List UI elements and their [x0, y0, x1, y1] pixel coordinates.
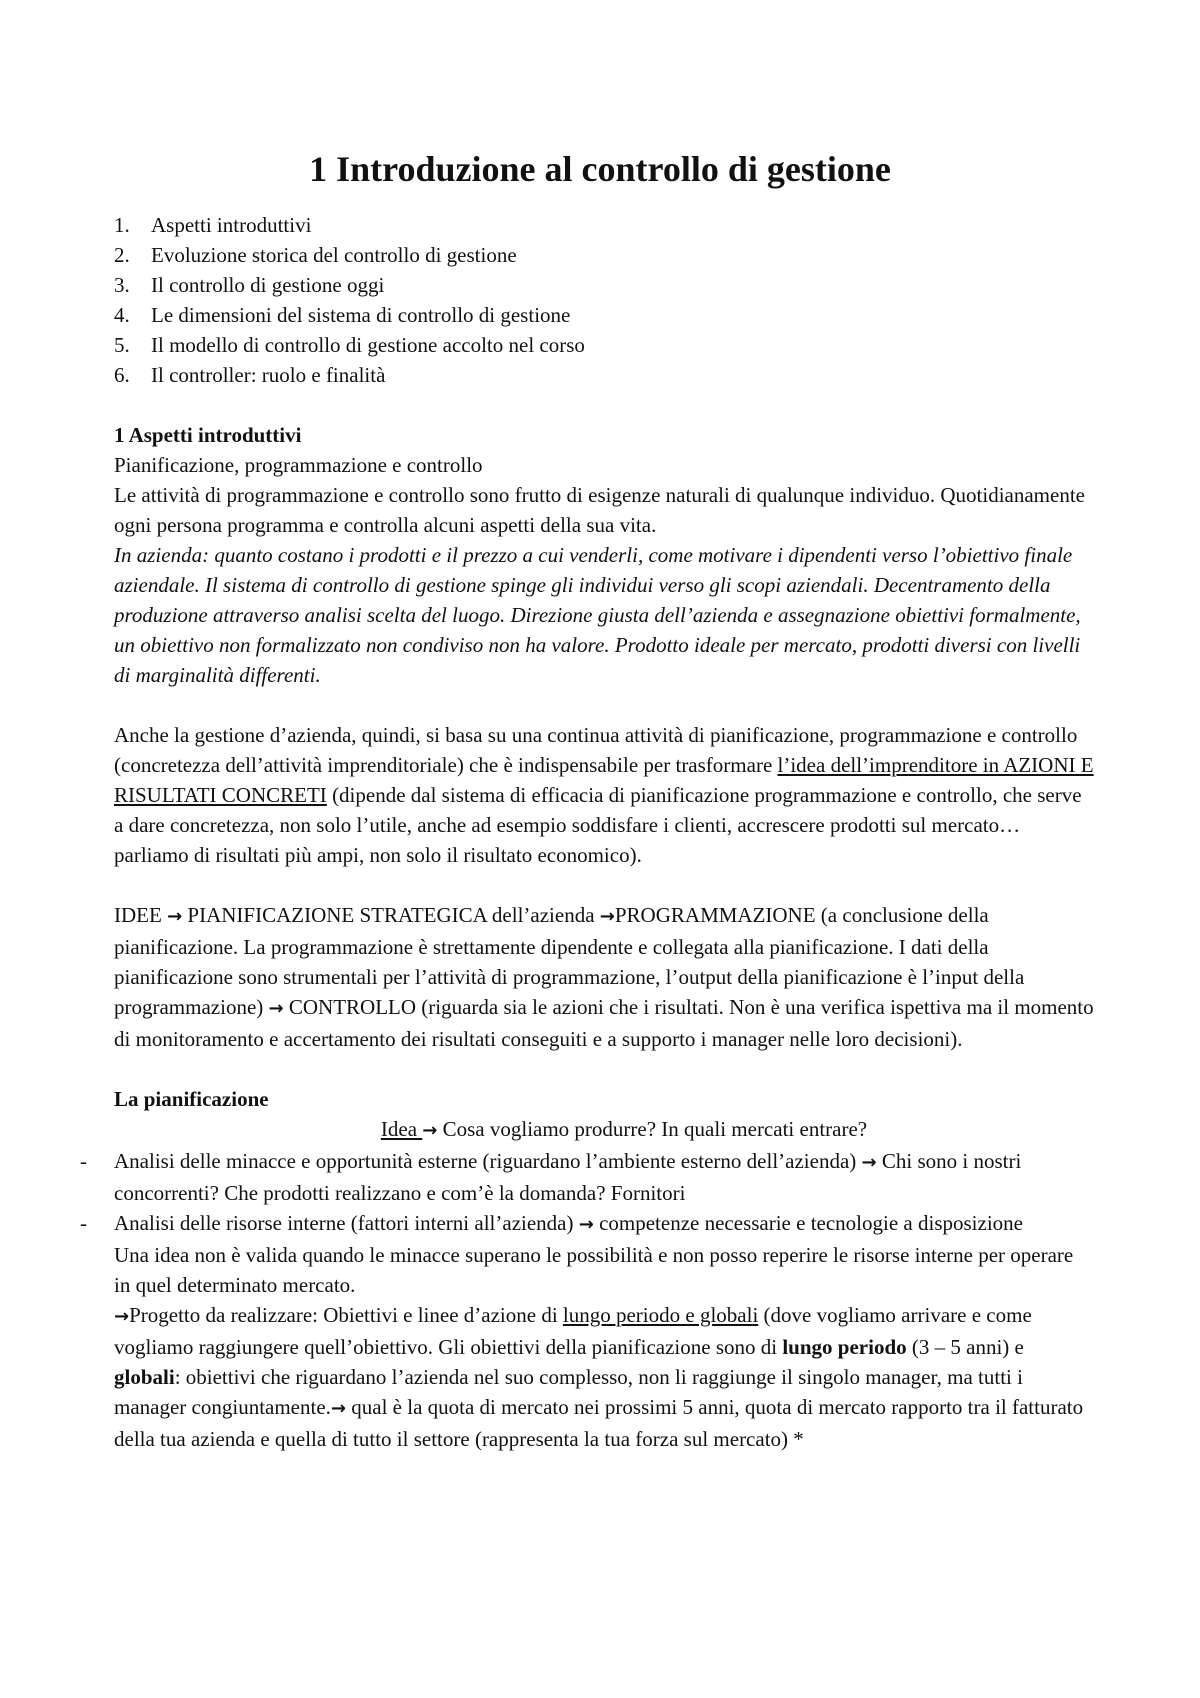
arrow-icon: → — [114, 1306, 130, 1327]
paragraph: Le attività di programmazione e controllo sono frutto di esigenze naturali di qualunque individuo. Quotidianamente ogni persona programma e controlla alcuni aspetti della sua vita. — [114, 483, 1085, 537]
arrow-icon: → — [422, 1120, 438, 1141]
text-run: (dipende dal sistema di efficacia di pianificazione programmazione e controllo, che serve a dare concretezza, non solo l’utile, anche ad esempio soddisfare i clienti, accrescere prodotti sul mercato…parliamo di risultati più ampi, non solo il risultato economico). — [114, 783, 1082, 867]
text-run: CONTROLLO (riguarda sia le azioni che i risultati. Non è una verifica ispettiva ma il momento di monitoramento e accertamento dei risultati conseguiti e a supporto i manager nelle loro decisioni). — [114, 995, 1094, 1051]
arrow-icon: → — [599, 906, 615, 927]
spacer — [114, 690, 1094, 720]
toc-item — [114, 240, 1094, 270]
text-run: PIANIFICAZIONE STRATEGICA dell’azienda — [182, 903, 600, 927]
toc-number: 2. — [114, 243, 130, 267]
paragraph — [114, 720, 1094, 870]
arrow-icon: → — [268, 998, 284, 1019]
toc-number: 5. — [114, 333, 130, 357]
toc-label: Evoluzione storica del controllo di gestione — [151, 243, 517, 267]
section-heading: 1 Aspetti introduttivi — [114, 423, 302, 447]
table-of-contents — [114, 210, 1094, 390]
dash-bullet: - — [80, 1211, 87, 1235]
dash-bullet: - — [80, 1149, 87, 1173]
list-item — [80, 1146, 1094, 1208]
text-run: Chi sono i nostri concorrenti? Che prodotti realizzano e com’è la domanda? Fornitori — [114, 1149, 1022, 1205]
spacer — [114, 390, 1094, 420]
text-run: Cosa vogliamo produrre? In quali mercati entrare? — [437, 1117, 868, 1141]
toc-label: Il controller: ruolo e finalità — [151, 363, 386, 387]
underlined-text: Idea — [380, 1117, 423, 1141]
toc-number: 4. — [114, 303, 130, 327]
section-subheading: Pianificazione, programmazione e controllo — [114, 453, 483, 477]
text-run: competenze necessarie e tecnologie a disposizione — [593, 1211, 1023, 1235]
arrow-icon: → — [330, 1398, 347, 1419]
spacer — [114, 1054, 1094, 1084]
spacer — [114, 870, 1094, 900]
toc-item — [114, 330, 1094, 360]
text-run: : obiettivi che riguardano l’azienda nel suo complesso, non li raggiunge il singolo manager, ma tutti i manager congiuntamente. — [114, 1365, 1023, 1419]
arrow-icon: → — [861, 1152, 877, 1173]
underlined-text: lungo periodo e globali — [562, 1303, 759, 1327]
toc-item — [114, 210, 1094, 240]
text-run: (3 – 5 anni) e — [906, 1335, 1024, 1359]
paragraph: Una idea non è valida quando le minacce superano le possibilità e non posso reperire le risorse interne per operare in quel determinato mercato. — [114, 1243, 1074, 1297]
text-run: Analisi delle risorse interne (fattori interni all’azienda) — [114, 1211, 579, 1235]
text-run: PROGRAMMAZIONE (a conclusione della pianificazione. La programmazione è strettamente dipendente e collegata alla pianificazione. I dati della pianificazione sono strumentali per l’attività di programmazione, l’output della pianificazione è l’input della programmazione) — [114, 903, 1025, 1019]
list-item — [80, 1208, 1094, 1240]
toc-label: Le dimensioni del sistema di controllo di gestione — [151, 303, 571, 327]
text-run: Analisi delle minacce e opportunità esterne (riguardano l’ambiente esterno dell’azienda) — [114, 1149, 862, 1173]
bold-text: lungo periodo — [782, 1335, 907, 1359]
toc-label: Il modello di controllo di gestione accolto nel corso — [151, 333, 585, 357]
toc-item — [114, 300, 1094, 330]
document-body — [80, 210, 1094, 1454]
text-run: qual è la quota di mercato nei prossimi 5 anni, quota di mercato rapporto tra il fatturato della tua azienda e quella di tutto il settore (rappresenta la tua forza sul mercato) * — [114, 1395, 1084, 1451]
text-run: IDEE — [114, 903, 168, 927]
toc-label: Il controllo di gestione oggi — [151, 273, 385, 297]
idea-line — [114, 1114, 1094, 1146]
toc-label: Aspetti introduttivi — [151, 213, 312, 237]
arrow-icon: → — [578, 1214, 594, 1235]
toc-number: 1. — [114, 213, 130, 237]
text-run: Anche la gestione d’azienda, quindi, si basa su una continua attività di pianificazione, programmazione e controllo (concretezza dell’attività imprenditoriale) che è indispensabile per trasformare — [114, 723, 1078, 777]
toc-number: 3. — [114, 273, 130, 297]
bold-text: globali — [114, 1365, 175, 1389]
text-run: (dove vogliamo arrivare e come vogliamo raggiungere quell’obiettivo. Gli obiettivi della pianificazione sono di — [114, 1303, 1032, 1359]
arrow-icon: → — [167, 906, 183, 927]
toc-number: 6. — [114, 363, 130, 387]
italic-paragraph: In azienda: quanto costano i prodotti e il prezzo a cui venderli, come motivare i dipendenti verso l’obiettivo finale aziendale. Il sistema di controllo di gestione spinge gli individui verso gli scopi aziendali. Decentramento della produzione attraverso analisi scelta del luogo. Direzione giusta dell’azienda e assegnazione obiettivi formalmente, un obiettivo non formalizzato non condiviso non ha valore. Prodotto ideale per mercato, prodotti diversi con livelli di marginalità differenti. — [114, 543, 1081, 687]
paragraph — [114, 1300, 1094, 1454]
section-heading: La pianificazione — [114, 1087, 269, 1111]
paragraph — [114, 900, 1094, 1054]
underlined-text: l’idea dell’imprenditore in AZIONI E RISULTATI CONCRETI — [114, 753, 1094, 807]
text-run: Progetto da realizzare: Obiettivi e linee d’azione di — [129, 1303, 563, 1327]
toc-item — [114, 270, 1094, 300]
page-title: 1 Introduzione al controllo di gestione — [309, 149, 891, 189]
toc-item — [114, 360, 1094, 390]
